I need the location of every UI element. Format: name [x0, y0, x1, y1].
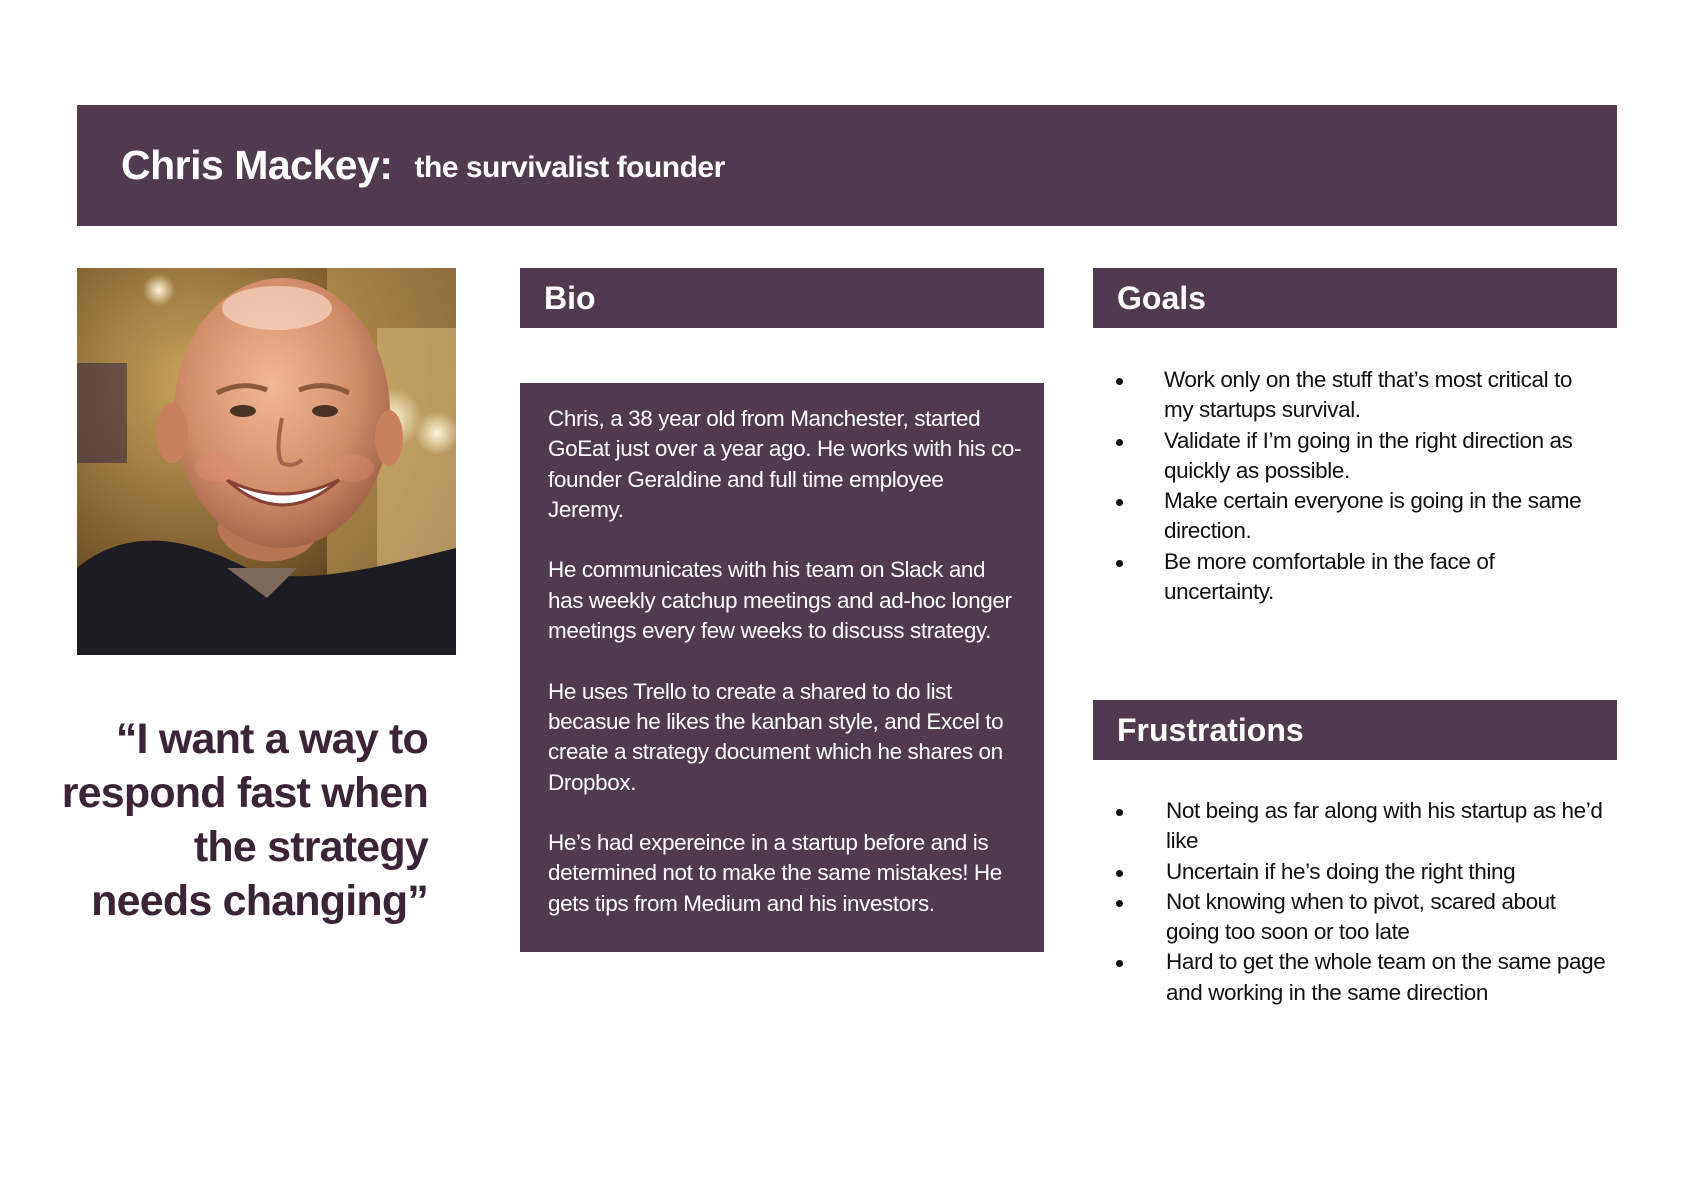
quote-line: needs changing”: [91, 877, 428, 925]
frustrations-list: [1094, 796, 1606, 1008]
bullet-icon: [1116, 499, 1123, 506]
bullet-icon: [1116, 809, 1123, 816]
persona-photo: [77, 268, 456, 655]
frustration-item: [1094, 947, 1606, 1008]
bio-paragraph: Chris, a 38 year old from Manchester, started GoEat just over a year ago. He works with his co-founder Geraldine and full time employee Jeremy.: [548, 406, 1022, 522]
bullet-icon: [1116, 960, 1123, 967]
goal-text: Work only on the stuff that’s most critical to my startups survival.: [1164, 367, 1573, 423]
frustration-item: [1094, 857, 1606, 887]
goal-item: [1094, 426, 1604, 487]
goal-item: [1094, 365, 1604, 426]
goal-text: Be more comfortable in the face of uncertainty.: [1164, 548, 1495, 605]
quote-line: “I want a way to: [115, 715, 428, 763]
frustration-text: Uncertain if he’s doing the right thing: [1166, 858, 1516, 884]
persona-title-bar: [77, 105, 1617, 226]
bullet-icon: [1116, 560, 1123, 567]
bio-paragraph: He uses Trello to create a shared to do list becasue he likes the kanban style, and Excel to create a strategy document which he shares on Dropbox.: [548, 678, 1004, 795]
persona-name: Chris Mackey:: [121, 142, 393, 188]
bio-heading: Bio: [520, 268, 1044, 328]
goal-item: [1094, 486, 1604, 547]
goals-list: [1094, 365, 1604, 607]
frustrations-heading: Frustrations: [1093, 700, 1617, 760]
portrait-image: [77, 268, 456, 655]
quote-line: the strategy: [193, 823, 428, 871]
bio-paragraph: He communicates with his team on Slack and has weekly catchup meetings and ad-hoc longer meetings every few weeks to discuss strategy.: [548, 557, 1012, 644]
quote-line: respond fast when: [61, 769, 428, 817]
goal-text: Validate if I’m going in the right direction as quickly as possible.: [1164, 427, 1573, 483]
bio-panel: [520, 383, 1044, 952]
goal-text: Make certain everyone is going in the same direction.: [1164, 488, 1582, 544]
frustration-text: Hard to get the whole team on the same page and working in the same direction: [1166, 949, 1606, 1005]
frustration-text: Not being as far along with his startup as he’d like: [1166, 798, 1603, 854]
persona-subtitle: the survivalist founder: [414, 150, 725, 184]
goal-item: [1094, 547, 1604, 608]
frustration-item: [1094, 887, 1606, 948]
bullet-icon: [1116, 378, 1123, 385]
persona-quote: [60, 712, 428, 928]
frustration-item: [1094, 796, 1606, 857]
frustration-text: Not knowing when to pivot, scared about going too soon or too late: [1166, 888, 1556, 945]
bio-paragraph: He’s had expereince in a startup before and is determined not to make the same mistakes! He gets tips from Medium and his investors.: [548, 830, 1002, 916]
goals-heading: Goals: [1093, 268, 1617, 328]
bullet-icon: [1116, 870, 1123, 877]
bullet-icon: [1116, 900, 1123, 907]
bullet-icon: [1116, 439, 1123, 446]
